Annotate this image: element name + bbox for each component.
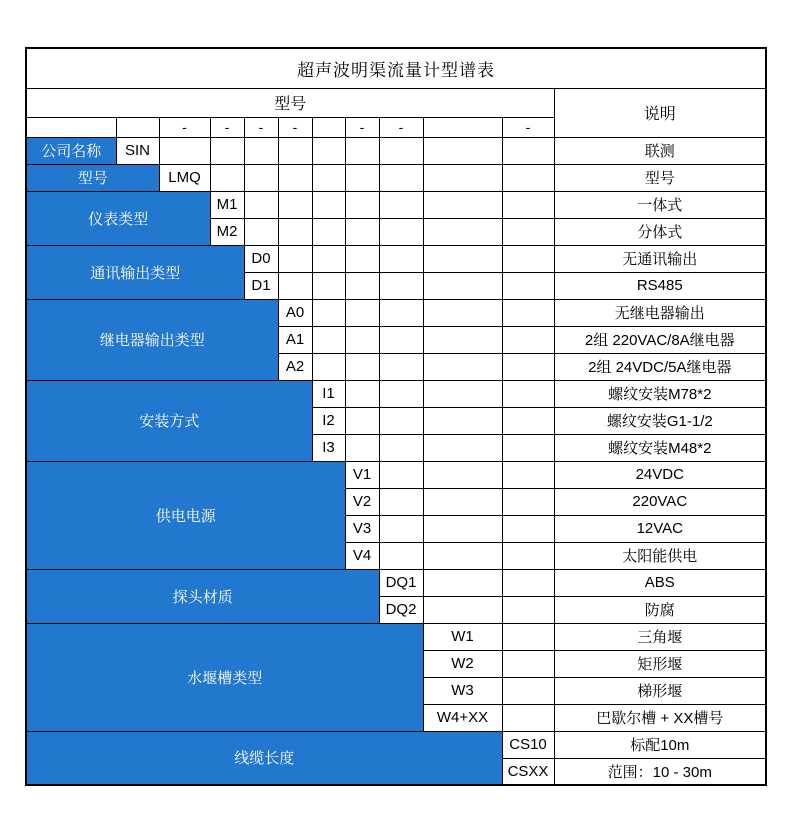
empty-cell [502,515,554,542]
model-header: 型号 [26,88,554,117]
code-cell: W1 [423,623,502,650]
empty-cell [379,461,423,488]
empty-cell [312,191,345,218]
spec-table [25,47,767,786]
empty-cell [345,353,379,380]
empty-cell [379,137,423,164]
category-label: 仪表类型 [26,191,210,245]
empty-cell [379,488,423,515]
empty-cell [312,272,345,299]
category-label: 安装方式 [26,380,312,461]
code-cell: V2 [345,488,379,515]
empty-cell [379,515,423,542]
empty-cell [312,299,345,326]
empty-cell [379,326,423,353]
desc-header: 说明 [554,88,766,137]
empty-cell [502,299,554,326]
category-label: 探头材质 [26,569,379,623]
desc-cell: 型号 [554,164,766,191]
code-cell: CS10 [502,731,554,758]
empty-cell [159,137,210,164]
category-label: 线缆长度 [26,731,502,785]
empty-cell [312,164,345,191]
code-cell: M1 [210,191,244,218]
desc-cell: 无通讯输出 [554,245,766,272]
code-cell: D1 [244,272,278,299]
category-label: 水堰槽类型 [26,623,423,731]
desc-cell: 范围：10 - 30m [554,758,766,785]
table-title: 超声波明渠流量计型谱表 [26,48,766,88]
empty-cell [278,164,312,191]
code-cell: CSXX [502,758,554,785]
empty-cell [278,245,312,272]
empty-cell [345,272,379,299]
empty-cell [210,137,244,164]
category-label: 通讯输出类型 [26,245,244,299]
empty-cell [502,542,554,569]
empty-cell [379,191,423,218]
empty-cell [345,407,379,434]
empty-cell [26,117,116,137]
dash-cell: - [379,117,423,137]
empty-cell [345,164,379,191]
empty-cell [502,650,554,677]
desc-cell: RS485 [554,272,766,299]
empty-cell [423,117,502,137]
empty-cell [423,326,502,353]
desc-cell: 12VAC [554,515,766,542]
code-cell: A0 [278,299,312,326]
empty-cell [423,164,502,191]
empty-cell [423,407,502,434]
code-cell: W4+XX [423,704,502,731]
empty-cell [423,245,502,272]
desc-cell: 标配10m [554,731,766,758]
desc-cell: 螺纹安装G1-1/2 [554,407,766,434]
empty-cell [345,218,379,245]
category-label: 型号 [26,164,159,191]
code-cell: A2 [278,353,312,380]
empty-cell [345,326,379,353]
empty-cell [423,434,502,461]
desc-cell: 巴歇尔槽 + XX槽号 [554,704,766,731]
empty-cell [423,191,502,218]
desc-cell: 梯形堰 [554,677,766,704]
dash-cell: - [502,117,554,137]
empty-cell [345,137,379,164]
code-cell: V1 [345,461,379,488]
empty-cell [345,299,379,326]
empty-cell [379,245,423,272]
desc-cell: 2组 24VDC/5A继电器 [554,353,766,380]
empty-cell [502,326,554,353]
empty-cell [244,137,278,164]
empty-cell [502,245,554,272]
empty-cell [345,434,379,461]
dash-cell: - [159,117,210,137]
empty-cell [502,569,554,596]
desc-cell: 矩形堰 [554,650,766,677]
code-cell: D0 [244,245,278,272]
code-cell: LMQ [159,164,210,191]
desc-cell: 联测 [554,137,766,164]
empty-cell [423,353,502,380]
dash-cell: - [345,117,379,137]
empty-cell [379,164,423,191]
code-cell: V3 [345,515,379,542]
desc-cell: 2组 220VAC/8A继电器 [554,326,766,353]
empty-cell [312,326,345,353]
empty-cell [502,596,554,623]
empty-cell [423,569,502,596]
empty-cell [116,117,159,137]
empty-cell [278,218,312,245]
empty-cell [502,623,554,650]
code-cell: DQ1 [379,569,423,596]
empty-cell [502,191,554,218]
empty-cell [423,515,502,542]
empty-cell [502,677,554,704]
code-cell: V4 [345,542,379,569]
empty-cell [502,461,554,488]
empty-cell [244,191,278,218]
empty-cell [345,380,379,407]
empty-cell [502,164,554,191]
empty-cell [423,299,502,326]
code-cell: I1 [312,380,345,407]
empty-cell [423,596,502,623]
empty-cell [423,272,502,299]
empty-cell [423,137,502,164]
category-label: 继电器输出类型 [26,299,278,380]
code-cell: I2 [312,407,345,434]
empty-cell [423,380,502,407]
dash-cell: - [244,117,278,137]
desc-cell: 螺纹安装M78*2 [554,380,766,407]
spec-table-body [26,48,766,785]
empty-cell [244,218,278,245]
empty-cell [278,137,312,164]
empty-cell [502,137,554,164]
empty-cell [502,218,554,245]
dash-cell: - [210,117,244,137]
empty-cell [244,164,278,191]
empty-cell [502,407,554,434]
desc-cell: 一体式 [554,191,766,218]
empty-cell [345,191,379,218]
code-cell: DQ2 [379,596,423,623]
empty-cell [312,218,345,245]
desc-cell: ABS [554,569,766,596]
code-cell: W2 [423,650,502,677]
code-cell: I3 [312,434,345,461]
empty-cell [379,272,423,299]
code-cell: SIN [116,137,159,164]
empty-cell [502,434,554,461]
category-label: 供电电源 [26,461,345,569]
empty-cell [379,353,423,380]
desc-cell: 三角堰 [554,623,766,650]
desc-cell: 220VAC [554,488,766,515]
empty-cell [423,542,502,569]
empty-cell [502,488,554,515]
empty-cell [312,117,345,137]
empty-cell [502,272,554,299]
code-cell: A1 [278,326,312,353]
empty-cell [379,218,423,245]
dash-cell: - [278,117,312,137]
code-cell: M2 [210,218,244,245]
empty-cell [379,434,423,461]
category-label: 公司名称 [26,137,116,164]
empty-cell [379,380,423,407]
desc-cell: 分体式 [554,218,766,245]
empty-cell [278,191,312,218]
desc-cell: 防腐 [554,596,766,623]
empty-cell [379,407,423,434]
empty-cell [278,272,312,299]
empty-cell [423,218,502,245]
empty-cell [379,299,423,326]
empty-cell [312,137,345,164]
desc-cell: 螺纹安装M48*2 [554,434,766,461]
code-cell: W3 [423,677,502,704]
empty-cell [312,245,345,272]
empty-cell [379,542,423,569]
desc-cell: 24VDC [554,461,766,488]
empty-cell [210,164,244,191]
empty-cell [345,245,379,272]
desc-cell: 太阳能供电 [554,542,766,569]
empty-cell [502,380,554,407]
empty-cell [502,704,554,731]
desc-cell: 无继电器输出 [554,299,766,326]
empty-cell [502,353,554,380]
empty-cell [423,488,502,515]
empty-cell [312,353,345,380]
empty-cell [423,461,502,488]
